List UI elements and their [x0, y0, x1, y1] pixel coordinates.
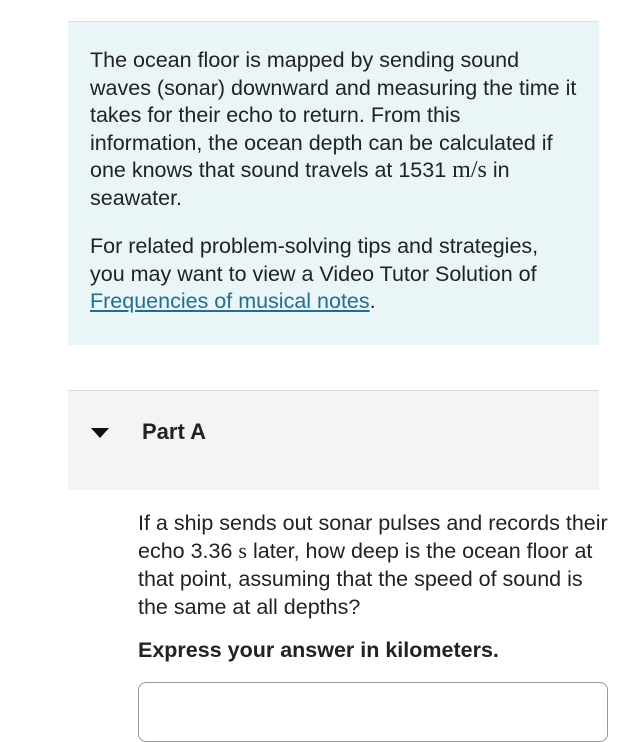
intro-paragraph: [90, 47, 577, 212]
answer-instruction: Express your answer in kilometers.: [138, 638, 499, 662]
caret-down-icon[interactable]: [91, 428, 109, 438]
part-a-title: Part A: [142, 419, 206, 444]
question-text-end: later, how deep is the ocean floor at that point, assuming that the speed of sound is the same at all depths?: [138, 539, 593, 619]
tips-paragraph: [90, 233, 577, 316]
tips-text: For related problem-solving tips and strategies, you may want to view a Video Tutor Solution of: [90, 234, 539, 286]
time-unit: s: [238, 538, 247, 563]
tips-text-end: .: [369, 289, 376, 313]
part-a-header[interactable]: [68, 390, 599, 490]
intro-panel: [68, 21, 599, 345]
intro-text-end: in seawater.: [90, 158, 510, 210]
question-text-start: If a ship sends out sonar pulses and records their echo 3.36: [138, 511, 608, 563]
answer-input-area[interactable]: [138, 682, 608, 742]
video-tutor-link[interactable]: Frequencies of musical notes: [90, 289, 370, 313]
intro-text: The ocean floor is mapped by sending sound waves (sonar) downward and measuring the time it takes for their echo to return. From this information, the ocean depth can be calculated if one knows that sound travels at 1531: [90, 48, 577, 182]
question-text: [138, 509, 608, 621]
speed-unit: m/s: [452, 157, 487, 183]
part-a-body: [138, 509, 608, 663]
